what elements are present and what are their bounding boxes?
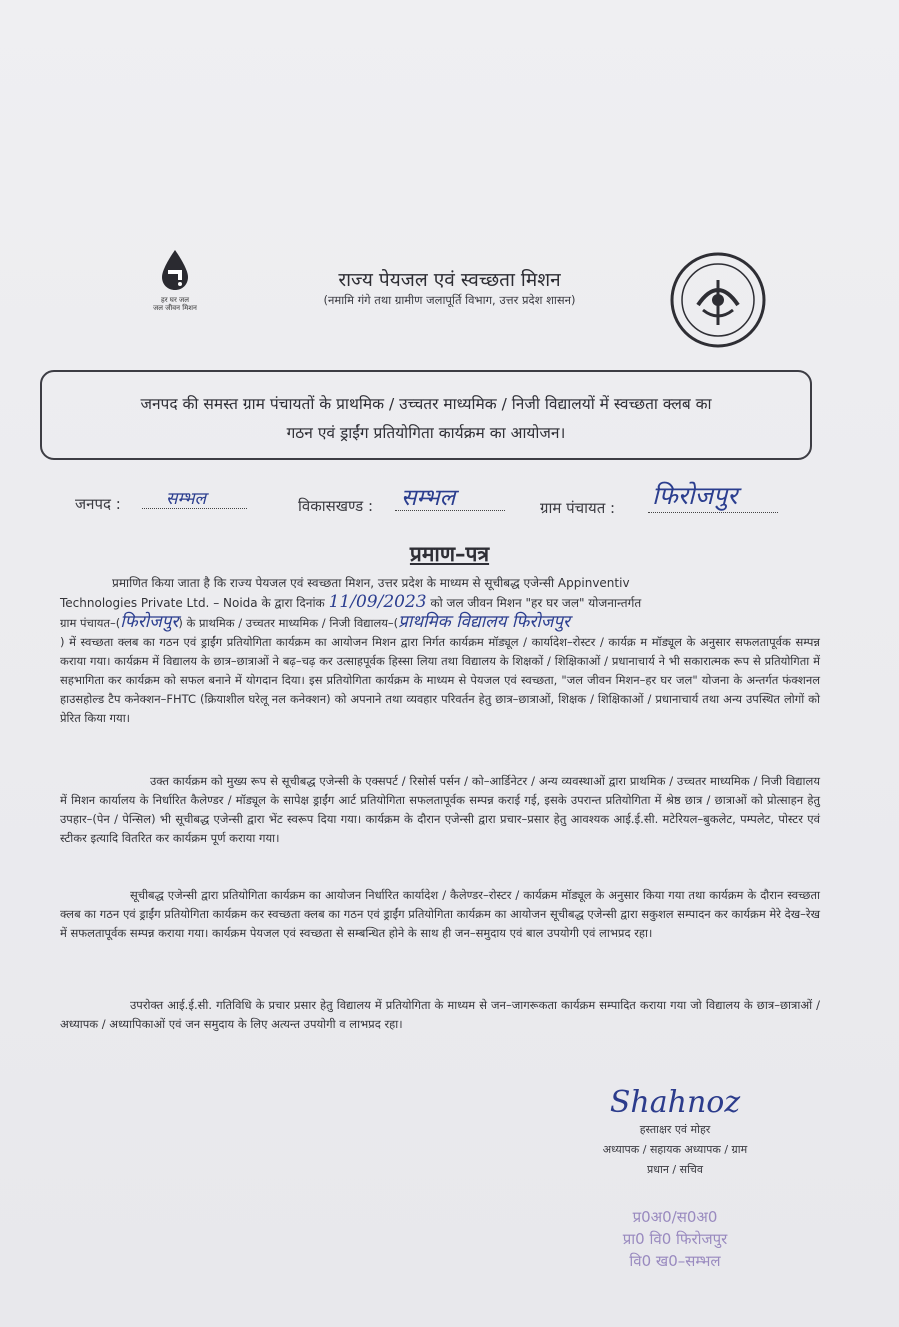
gram-panchayat-handwritten: फिरोजपुर bbox=[120, 612, 179, 632]
subject-line-2: गठन एवं ड्राईंग प्रतियोगिता कार्यक्रम का आयोजन। bbox=[286, 424, 566, 442]
school-name-handwritten: प्राथमिक विद्यालय फिरोजपुर bbox=[398, 612, 570, 632]
para1-line-2-a: Technologies Private Ltd. – Noida के द्वारा दिनांक bbox=[60, 596, 325, 610]
gram-panchayat-value: फिरोजपुर bbox=[652, 481, 738, 510]
janpad-label: जनपद : bbox=[75, 495, 121, 513]
signature: Shahnoz bbox=[609, 1085, 741, 1120]
paragraph-4: उपरोक्त आई.ई.सी. गतिविधि के प्रचार प्रसार हेतु विद्यालय में प्रतियोगिता के माध्यम से जन–जागरूकता कार्यक्रम सम्पादित कराया गया जो विद्यालय के छात्र–छात्राओं / अध्यापक / अध्यापिकाओं एवं जन समुदाय के लिए अत्यन्त उपयोगी व लाभप्रद रहा। bbox=[60, 998, 820, 1031]
signature-label-1: हस्ताक्षर एवं मोहर bbox=[639, 1123, 711, 1136]
signature-label-3: प्रधान / सचिव bbox=[646, 1163, 704, 1176]
stamp-line-2: प्रा0 वि0 फिरोजपुर bbox=[622, 1230, 728, 1248]
subject-line-1: जनपद की समस्त ग्राम पंचायतों के प्राथमिक / उच्चतर माध्यमिक / निजी विद्यालयों में स्वच्छता क्लब का bbox=[140, 395, 712, 413]
logo-caption-1: हर घर जल bbox=[161, 296, 189, 304]
subject-box bbox=[40, 370, 812, 460]
stamp-line-3: वि0 ख0–सम्भल bbox=[629, 1252, 721, 1270]
janpad-field bbox=[142, 484, 247, 509]
para1-line-3-b: ) के प्राथमिक / उच्चतर माध्यमिक / निजी विद्यालय–( bbox=[178, 616, 399, 630]
school-stamp bbox=[590, 1206, 760, 1272]
para1-line-1: प्रमाणित किया जाता है कि राज्य पेयजल एवं स्वच्छता मिशन, उत्तर प्रदेश के माध्यम से सूचीबद्ध एजेन्सी Appinventiv bbox=[112, 576, 630, 590]
certificate-title: प्रमाण–पत्र bbox=[409, 542, 490, 566]
janpad-value: सम्भल bbox=[166, 489, 207, 509]
para1-line-2 bbox=[60, 593, 820, 613]
signature-block bbox=[560, 1085, 790, 1180]
org-title: राज्य पेयजल एवं स्वच्छता मिशन bbox=[338, 269, 561, 291]
paragraph-1 bbox=[60, 574, 820, 728]
vikaskhand-value: सम्भल bbox=[401, 485, 456, 511]
vikaskhand-label: विकासखण्ड : bbox=[298, 497, 374, 515]
logo-caption-2: जल जीवन मिशन bbox=[153, 304, 197, 312]
programme-date: 11/09/2023 bbox=[328, 592, 427, 612]
location-fields bbox=[0, 481, 899, 524]
org-subtitle: (नमामि गंगे तथा ग्रामीण जलापूर्ति विभाग, उत्तर प्रदेश शासन) bbox=[323, 293, 576, 307]
para1-rest: ) में स्वच्छता क्लब का गठन एवं ड्राईंग प्रतियोगिता कार्यक्रम का आयोजन मिशन द्वारा निर्गत कार्यक्रम मॉड्यूल / कार्यादेश–रोस्टर / कार्यक्र म मॉड्यूल के अनुसार सफलतापूर्वक सम्पन्न कराया गया। कार्यक्रम में विद्यालय के छात्र–छात्राओं ने बढ़–चढ़ कर उत्साहपूर्वक हिस्सा लिया तथा विद्यालय के शिक्षकों / शिक्षिकाओं / प्रधानाचार्य ने भी सकारात्मक रूप से प्रतियोगिता में सहभागिता कर कार्यक्रम को सफल बनाने में योगदान दिया। इस प्रतियोगिता कार्यक्रम के माध्यम से पेयजल एवं स्वच्छता, "जल जीवन मिशन–हर घर जल" योजना के अन्तर्गत फंक्शनल हाउसहोल्ड टैप कनेक्शन–FHTC (क्रियाशील घरेलू नल कनेक्शन) को अपनाने तथा व्यवहार परिवर्तन हेतु छात्र–छात्राओं, शिक्षक / शिक्षिकाओं / प्रधानाचार्य तथा अन्य उपस्थित लोगों को प्रेरित किया गया। bbox=[60, 635, 820, 725]
gram-panchayat-label: ग्राम पंचायत : bbox=[540, 499, 616, 517]
para1-line-2-b: को जल जीवन मिशन "हर घर जल" योजनान्तर्गत bbox=[430, 596, 642, 610]
vikaskhand-field bbox=[395, 486, 505, 511]
para1-line-3 bbox=[60, 613, 820, 633]
stamp-line-1: प्र0अ0/स0अ0 bbox=[632, 1208, 718, 1226]
gram-panchayat-field bbox=[648, 481, 778, 513]
paragraph-2: उक्त कार्यक्रम को मुख्य रूप से सूचीबद्ध एजेन्सी के एक्सपर्ट / रिसोर्स पर्सन / को–आर्डिनेटर / अन्य व्यवस्थाओं द्वारा प्राथमिक / उच्चतर माध्यमिक / निजी विद्यालय में मिशन कार्यालय के निर्धारित कैलेण्डर / मॉड्यूल के सापेक्ष ड्राईंग आर्ट प्रतियोगिता सफलतापूर्वक सम्पन्न कराई गई, इसके उपरान्त प्रतियोगिता में श्रेष्ठ छात्र / छात्राओं को प्रोत्साहन हेतु उपहार–(पेन / पेन्सिल) भी सूचीबद्ध एजेन्सी द्वारा भेंट स्वरूप दिया गया। कार्यक्रम के दौरान एजेन्सी द्वारा प्रचार–प्रसार हेतु आवश्यक आई.ई.सी. मटेरियल–बुकलेट, पम्पलेट, पोस्टर एवं स्टीकर इत्यादि वितरित कर कार्यक्रम पूर्ण कराया गया। bbox=[60, 774, 820, 845]
paragraph-3: सूचीबद्ध एजेन्सी द्वारा प्रतियोगिता कार्यक्रम का आयोजन निर्धारित कार्यादेश / कैलेण्डर–रोस्टर / कार्यक्रम मॉड्यूल के अनुसार किया गया तथा कार्यक्रम के दौरान स्वच्छता क्लब का गठन एवं ड्राईंग प्रतियोगिता कार्यक्रम कर स्वच्छता क्लब का गठन एवं ड्राईंग प्रतियोगिता कार्यक्रम का आयोजन सूचीबद्ध एजेन्सी द्वारा सकुशल सम्पादन कर कार्यक्रम मेरे देख–रेख में सफलतापूर्वक सम्पन्न कराया गया। कार्यक्रम पेयजल एवं स्वच्छता से सम्बन्धित होने के साथ ही जन–समुदाय एवं बाल उपयोगी एवं लाभप्रद रहा। bbox=[60, 888, 820, 940]
para1-line-3-a: ग्राम पंचायत–( bbox=[60, 616, 121, 630]
signature-label-2: अध्यापक / सहायक अध्यापक / ग्राम bbox=[602, 1143, 748, 1156]
